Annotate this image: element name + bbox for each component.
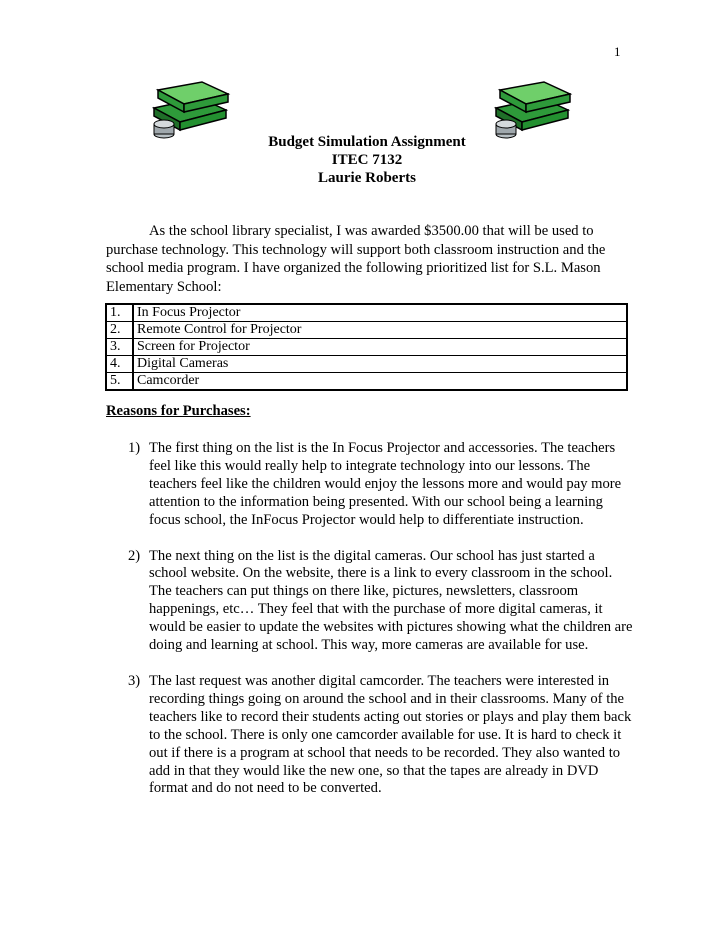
- priority-number: 1.: [106, 304, 133, 322]
- list-marker: 2): [128, 547, 141, 564]
- intro-paragraph: As the school library specialist, I was awarded $3500.00 that will be used to purchase technology. This technology will support both classroom instruction and the school media program. I have organized the following prioritized list for S.L. Mason Elementary School:: [106, 223, 606, 295]
- table-row: [106, 356, 627, 373]
- reason-text: The last request was another digital camcorder. The teachers were interested in recording things going on around the school and in their classrooms. Many of the teachers like to record their students acting out stories or plays and play them back to the school. There is only one camcorder available for use. It is hard to check it out if there is a program at school that needs to be recorded. They also wanted to add in that they would like the new one, so that the tapes are already in DVD format and do not need to be converted.: [149, 672, 632, 797]
- table-row: [106, 304, 627, 322]
- page-number: 1: [614, 44, 621, 59]
- list-marker: 1): [128, 440, 141, 456]
- priority-number: 4.: [106, 356, 133, 373]
- priority-item: Camcorder: [133, 373, 627, 391]
- priority-item: In Focus Projector: [133, 304, 627, 322]
- reasons-heading: Reasons for Purchases:: [106, 403, 251, 419]
- list-item: [106, 548, 636, 655]
- course-code: ITEC 7132: [331, 152, 403, 168]
- priority-item: Digital Cameras: [133, 356, 627, 373]
- priority-item: Screen for Projector: [133, 339, 627, 356]
- author-name: Laurie Roberts: [318, 170, 416, 186]
- table-row: [106, 373, 627, 391]
- reason-text: The first thing on the list is the In Focus Projector and accessories. The teachers feel like this would really help to integrate technology into our lessons. The teachers feel like the children would enjoy the lessons more and would pay more attention to the information being presented. With our school being a learning focus school, the InFocus Projector would help to differentiate instruction.: [149, 440, 622, 528]
- money-clipart-shapes: [154, 82, 228, 138]
- priority-number: 3.: [106, 339, 133, 356]
- list-marker: 3): [128, 672, 141, 689]
- table-row: [106, 339, 627, 356]
- money-clipart-shapes: [496, 82, 570, 138]
- priority-number: 2.: [106, 322, 133, 339]
- priority-table: [105, 303, 628, 391]
- list-item: [106, 673, 636, 798]
- reasons-list: [106, 440, 636, 816]
- priority-number: 5.: [106, 373, 133, 391]
- title-block: [0, 133, 728, 187]
- list-item: [106, 440, 636, 530]
- table-row: [106, 322, 627, 339]
- reason-text: The next thing on the list is the digital cameras. Our school has just started a school website. On the website, there is a link to every classroom in the school. The teachers can put things on there like, pictures, newsletters, classroom happenings, etc… They feel that with the purchase of more digital cameras, it would be easier to update the websites with pictures showing what the children are doing and learning at school. This way, more cameras are available for use.: [149, 547, 633, 654]
- priority-item: Remote Control for Projector: [133, 322, 627, 339]
- document-title: Budget Simulation Assignment: [268, 134, 466, 150]
